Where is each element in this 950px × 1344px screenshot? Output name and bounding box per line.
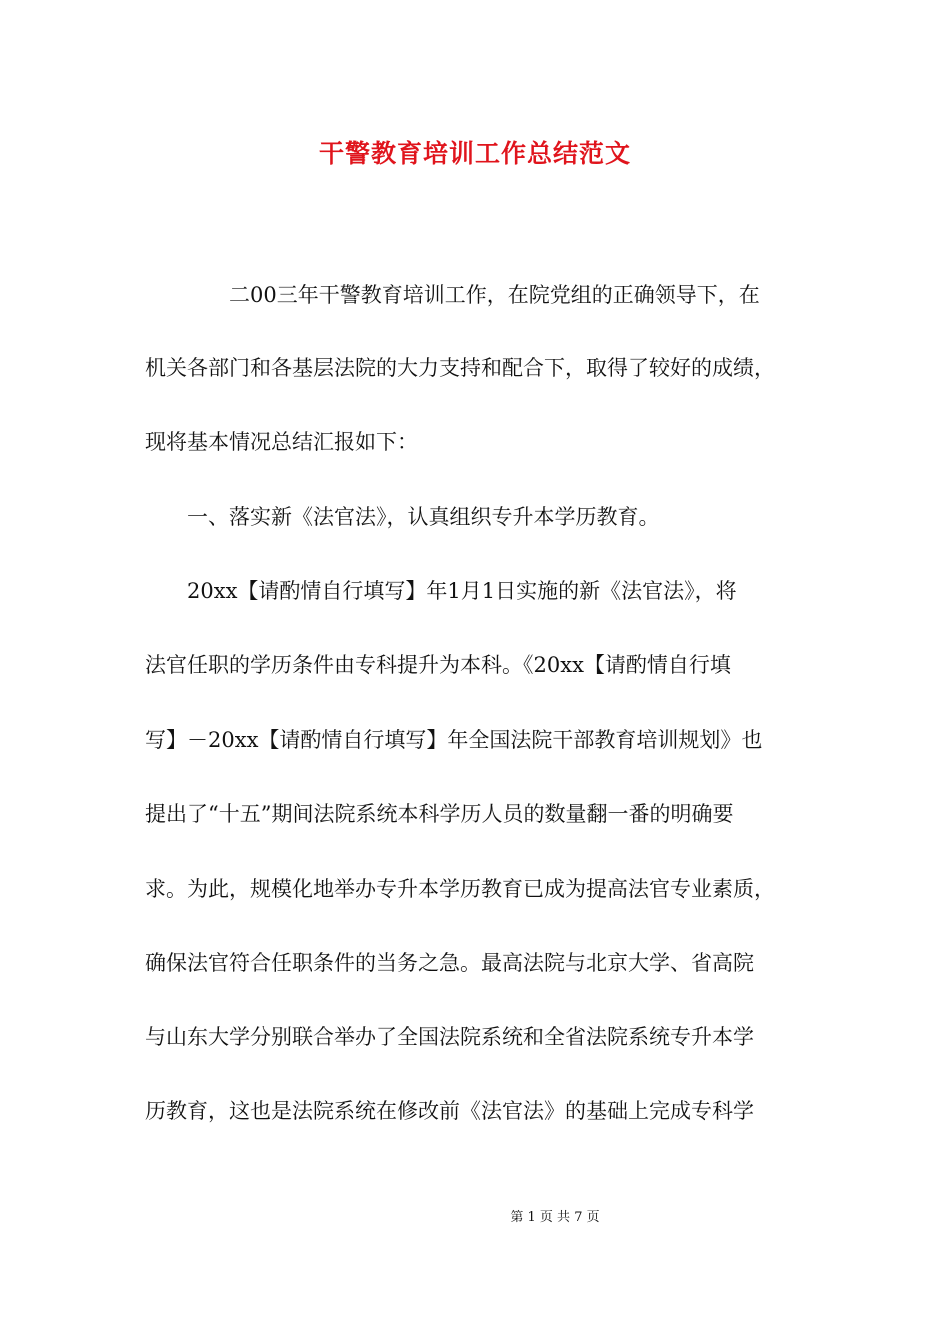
paragraph-line: 20xx【请酌情自行填写】年1月1日实施的新《法官法》，将 <box>145 579 737 603</box>
section-heading: 一、落实新《法官法》，认真组织专升本学历教育。 <box>145 505 660 529</box>
paragraph-line: 与山东大学分别联合举办了全国法院系统和全省法院系统专升本学 <box>145 1025 754 1049</box>
page-number: 第 1 页 共 7 页 <box>510 1210 600 1225</box>
paragraph-line: 历教育，这也是法院系统在修改前《法官法》的基础上完成专科学 <box>145 1099 754 1123</box>
paragraph-line: 现将基本情况总结汇报如下： <box>145 430 418 454</box>
paragraph-line: 写】－20xx【请酌情自行填写】年全国法院干部教育培训规划》也 <box>145 728 763 752</box>
paragraph-line: 法官任职的学历条件由专科提升为本科。《20xx【请酌情自行填 <box>145 653 731 677</box>
paragraph-line: 求。为此，规模化地举办专升本学历教育已成为提高法官专业素质， <box>145 877 775 901</box>
paragraph-line: 机关各部门和各基层法院的大力支持和配合下，取得了较好的成绩， <box>145 356 775 380</box>
document-title: 干警教育培训工作总结范文 <box>318 139 631 168</box>
paragraph-line: 提出了“十五”期间法院系统本科学历人员的数量翻一番的明确要 <box>145 802 734 826</box>
paragraph-line: 确保法官符合任职条件的当务之急。最高法院与北京大学、省高院 <box>145 951 754 975</box>
paragraph-line: 二00三年干警教育培训工作，在院党组的正确领导下，在 <box>145 283 760 307</box>
